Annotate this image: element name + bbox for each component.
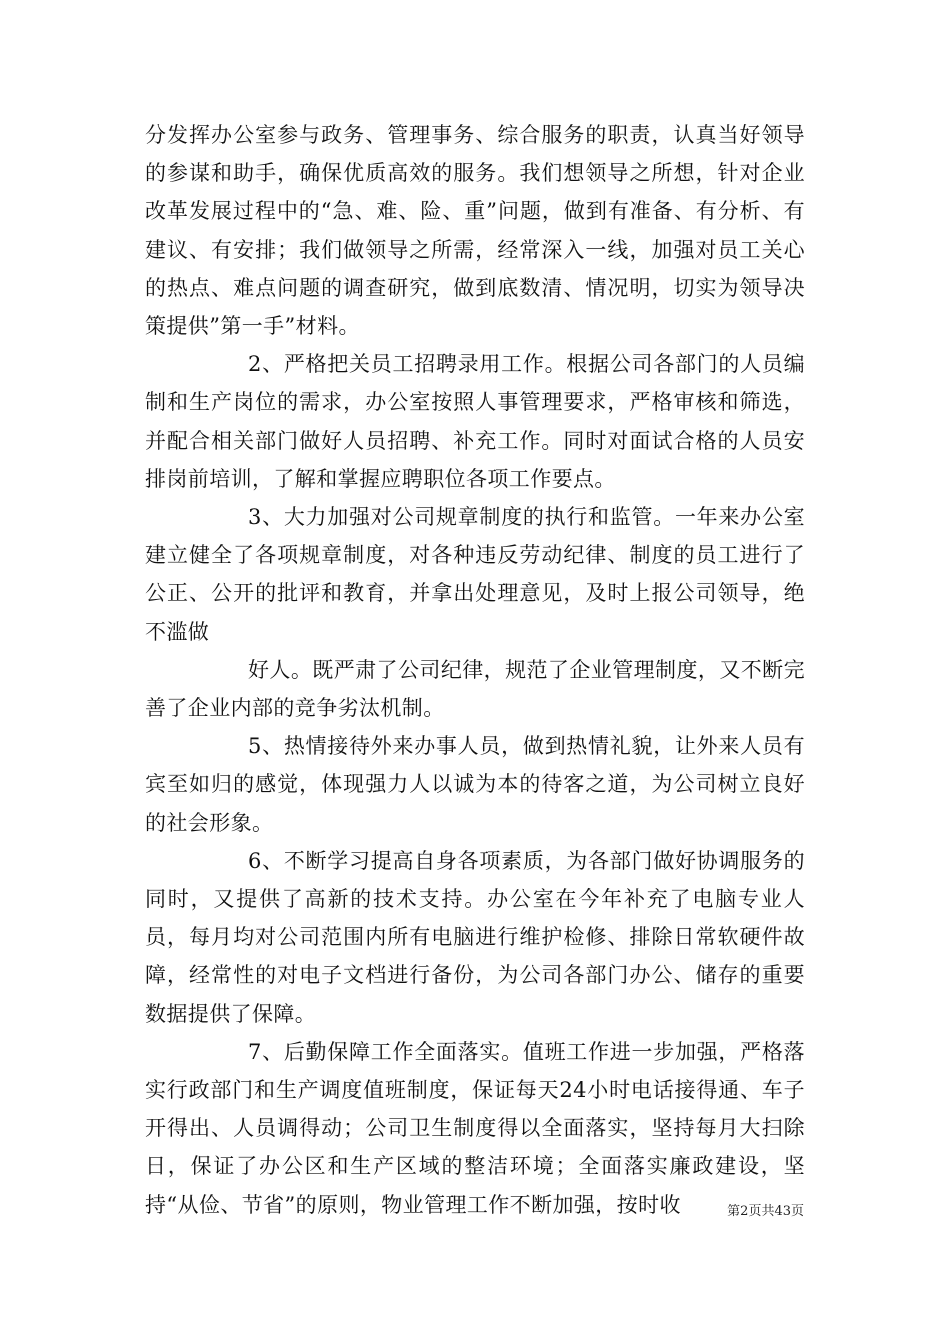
paragraph-6: 6、不断学习提高自身各项素质，为各部门做好协调服务的同时，又提供了高新的技术支持。办公室在今年补充了电脑专业人员，每月均对公司范围内所有电脑进行维护检修、排除日常软硬件故障，经常性的对电子文档进行备份，为公司各部门办公、储存的重要数据提供了保障。	[145, 848, 805, 1026]
paragraph-4: 好人。既严肃了公司纪律，规范了企业管理制度，又不断完善了企业内部的竞争劣汰机制。	[145, 657, 805, 721]
paragraph-5: 5、热情接待外来办事人员，做到热情礼貌，让外来人员有宾至如归的感觉，体现强力人以诚为本的待客之道，为公司树立良好的社会形象。	[145, 734, 805, 835]
paragraph-3: 3、大力加强对公司规章制度的执行和监管。一年来办公室建立健全了各项规章制度，对各种违反劳动纪律、制度的员工进行了公正、公开的批评和教育，并拿出处理意见，及时上报公司领导，绝不滥做	[145, 505, 805, 644]
paragraph-7: 7、后勤保障工作全面落实。值班工作进一步加强，严格落实行政部门和生产调度值班制度，保证每天24小时电话接得通、车子开得出、人员调得动；公司卫生制度得以全面落实，坚持每月大扫除日，保证了办公区和生产区域的整洁环境；全面落实廉政建设，坚持“从俭、节省”的原则，物业管理工作不断加强，按时收	[145, 1039, 805, 1217]
paragraph-1: 分发挥办公室参与政务、管理事务、综合服务的职责，认真当好领导的参谋和助手，确保优质高效的服务。我们想领导之所想，针对企业改革发展过程中的“急、难、险、重”问题，做到有准备、有分析、有建议、有安排；我们做领导之所需，经常深入一线，加强对员工关心的热点、难点问题的调查研究，做到底数清、情况明，切实为领导决策提供”第一手”材料。	[145, 123, 805, 339]
document-body	[145, 116, 805, 1224]
paragraph-2: 2、严格把关员工招聘录用工作。根据公司各部门的人员编制和生产岗位的需求，办公室按照人事管理要求，严格审核和筛选，并配合相关部门做好人员招聘、补充工作。同时对面试合格的人员安排岗前培训，了解和掌握应聘职位各项工作要点。	[145, 352, 805, 491]
page-number-footer: 第2页共43页	[727, 1204, 804, 1219]
